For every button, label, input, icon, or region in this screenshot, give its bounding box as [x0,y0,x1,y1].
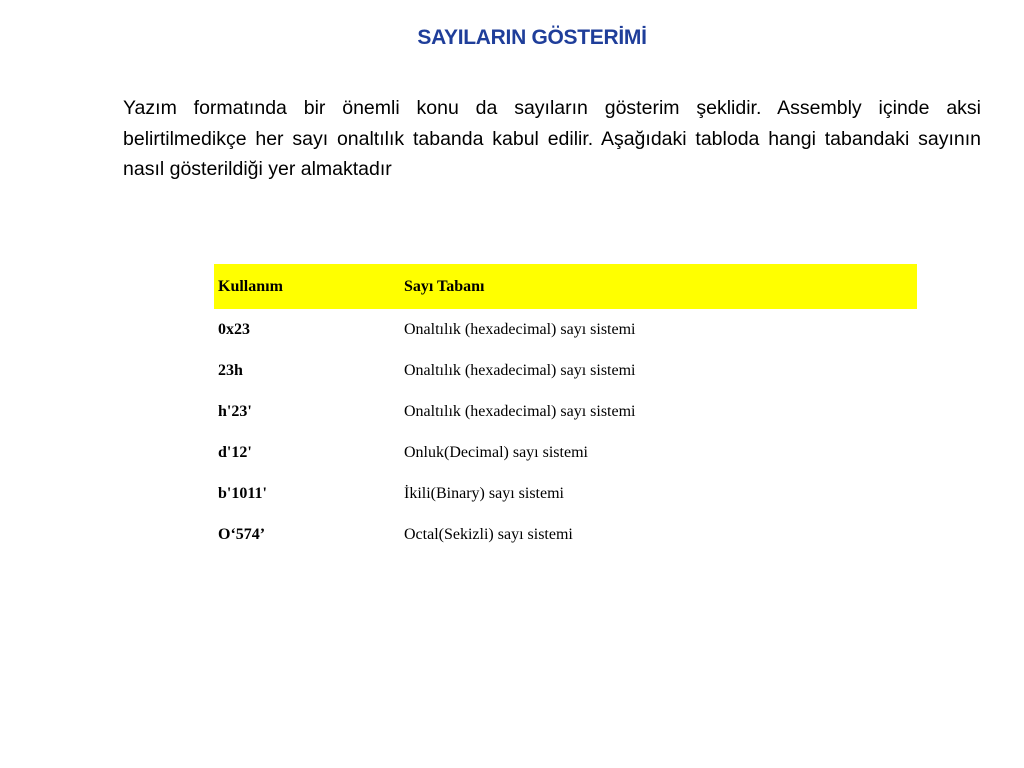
usage-cell: b'1011' [218,484,267,502]
base-cell: Octal(Sekizli) sayı sistemi [404,525,573,543]
slide-title: SAYILARIN GÖSTERİMİ [417,26,647,49]
table-row [214,514,917,555]
table-header-row [214,264,917,309]
header-usage: Kullanım [214,264,400,309]
intro-paragraph: Yazım formatında bir önemli konu da sayıların gösterim şeklidir. Assembly içinde aksi belirtilmedikçe her sayı onaltılık tabanda kabul edilir. Aşağıdaki tabloda hangi tabandaki sayının nasıl gösterildiği yer almaktadır [123,97,981,180]
table-row [214,391,917,432]
table-row [214,432,917,473]
base-cell: İkili(Binary) sayı sistemi [404,484,564,502]
table-row [214,309,917,350]
usage-cell: 0x23 [218,320,250,338]
usage-cell: d'12' [218,443,252,461]
table-row [214,473,917,514]
usage-cell: O‘574’ [218,525,266,543]
base-cell: Onaltılık (hexadecimal) sayı sistemi [404,361,636,379]
usage-cell: h'23' [218,402,252,420]
header-base: Sayı Tabanı [400,264,917,309]
base-cell: Onaltılık (hexadecimal) sayı sistemi [404,320,636,338]
number-notation-table [214,264,917,555]
table-row [214,350,917,391]
base-cell: Onluk(Decimal) sayı sistemi [404,443,588,461]
base-cell: Onaltılık (hexadecimal) sayı sistemi [404,402,636,420]
usage-cell: 23h [218,361,243,379]
